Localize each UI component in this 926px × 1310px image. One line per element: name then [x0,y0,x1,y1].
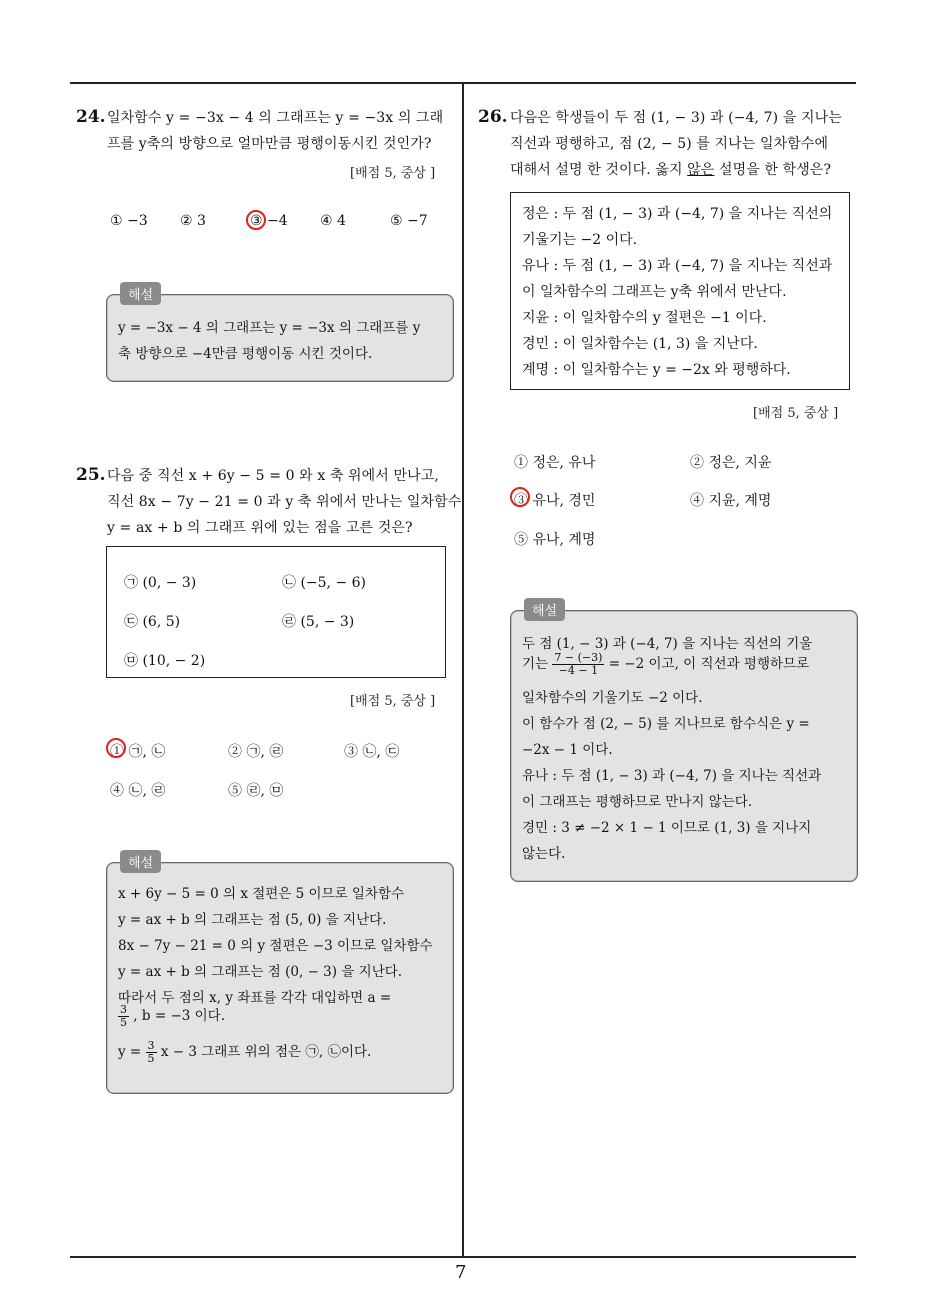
q26-statement-1: 정은 : 두 점 (1, − 3) 과 (−4, 7) 을 지나는 직선의 [522,206,833,222]
q24-text-line1: 일차함수 y = −3x − 4 의 그래프는 y = −3x 의 그래 [107,110,444,126]
q26-solution-line2: 기는 $\frac{7 - (-3)}{-4 - 1}$ = −2 이고, 이 직선과 평행하므로 [522,651,810,677]
q24-choice-4[interactable]: ④ 4 [320,213,346,229]
q24-answer-mark [246,210,266,230]
q25-choice-1[interactable]: ① ㉠, ㉡ [110,744,166,760]
q24-choice-5[interactable]: ⑤ −7 [390,213,428,229]
q26-solution-line6: 유나 : 두 점 (1, − 3) 과 (−4, 7) 을 지나는 직선과 [522,768,822,784]
q24-choice-1[interactable]: ① −3 [110,213,148,229]
q26-solution-line9: 않는다. [522,846,566,862]
q26-statement-7: 계명 : 이 일차함수는 y = −2x 와 평행하다. [522,362,791,378]
q26-choice-1[interactable]: ① 정은, 유나 [514,455,596,471]
q26-solution-line3: 일차함수의 기울기도 −2 이다. [522,690,703,706]
q25-fraction-a: $\frac{3}{5}$ [120,1003,127,1029]
q24-choice-2[interactable]: ② 3 [180,213,206,229]
q25-answer-mark [106,738,126,758]
q25-choice-2[interactable]: ② ㉠, ㉣ [228,744,284,760]
q25-solution-line1: x + 6y − 5 = 0 의 x 절편은 5 이므로 일차함수 [118,886,405,902]
q25-solution-line6 [118,1004,225,1029]
q26-choice-2[interactable]: ② 정은, 지윤 [690,455,772,471]
q26-choice-5[interactable]: ⑤ 유나, 계명 [514,532,596,548]
q24-solution-tab: 해설 [120,282,161,305]
q26-statement-3: 유나 : 두 점 (1, − 3) 과 (−4, 7) 을 지나는 직선과 [522,258,833,274]
q26-statement-6: 경민 : 이 일차함수는 (1, 3) 을 지난다. [522,336,758,352]
q26-choice-4[interactable]: ④ 지윤, 계명 [690,493,772,509]
q26-solution-tab: 해설 [524,598,565,621]
q26-slope-fraction: $\frac{7 - (-3)}{-4 - 1}$ [554,651,603,677]
q26-statement-2: 기울기는 −2 이다. [522,232,638,248]
q25-solution-tab: 해설 [120,850,161,873]
q25-solution-line5: 따라서 두 점의 x, y 좌표를 각각 대입하면 a = [118,990,392,1006]
q26-solution-line7: 이 그래프는 평행하므로 만나지 않는다. [522,794,753,810]
q24-text-line2: 프를 y축의 방향으로 얼마만큼 평행이동시킨 것인가? [107,136,432,152]
q26-statement-4: 이 일차함수의 그래프는 y축 위에서 만난다. [522,284,787,300]
q26-solution-line5: −2x − 1 이다. [522,742,613,758]
q24-solution-box [106,294,454,382]
q26-text-line1: 다음은 학생들이 두 점 (1, − 3) 과 (−4, 7) 을 지나는 [510,110,842,126]
q26-statement-5: 지윤 : 이 일차함수의 y 절편은 −1 이다. [522,310,767,326]
q25-fraction-slope: $\frac{3}{5}$ [147,1039,155,1065]
q24-number: 24. [76,107,106,127]
q26-answer-mark [510,487,530,507]
q26-score: [배점 5, 중상 ] [753,406,839,421]
q25-choice-4[interactable]: ④ ㉡, ㉣ [110,783,166,799]
q25-solution-line2: y = ax + b 의 그래프는 점 (5, 0) 을 지난다. [118,912,387,928]
q26-solution-line4: 이 함수가 점 (2, − 5) 를 지나므로 함수식은 y = [522,716,810,732]
q25-text-line3: y = ax + b 의 그래프 위에 있는 점을 고른 것은? [107,520,413,536]
q25-choice-5[interactable]: ⑤ ㉣, ㉤ [228,783,284,799]
q24-score: [배점 5, 중상 ] [350,166,436,181]
q25-score: [배점 5, 중상 ] [350,694,436,709]
q25-choice-3[interactable]: ③ ㉡, ㉢ [344,744,400,760]
q25-text-line2: 직선 8x − 7y − 21 = 0 과 y 축 위에서 만나는 일차함수 [107,494,462,510]
q26-text-line3: 대해서 설명 한 것이다. 옳지 않은 설명을 한 학생은? [510,162,832,178]
q25-item-4: ㉣ (5, − 3) [282,614,355,630]
q25-solution-line7-text: x − 3 그래프 위의 점은 ㉠, ㉡이다. [160,1044,372,1060]
q26-choice-3[interactable]: ③ 유나, 경민 [514,493,596,509]
q24-solution-line1: y = −3x − 4 의 그래프는 y = −3x 의 그래프를 y [118,320,421,336]
q25-solution-line7 [118,1040,371,1065]
page-number: 7 [455,1262,467,1283]
q26-underlined-word: 않은 [687,162,715,178]
q25-solution-line6-text: , b = −3 이다. [133,1008,225,1024]
q26-solution-line1: 두 점 (1, − 3) 과 (−4, 7) 을 지나는 직선의 기울 [522,636,813,652]
q26-text-line2: 직선과 평행하고, 점 (2, − 5) 를 지나는 일차함수에 [510,136,829,152]
q25-text-line1: 다음 중 직선 x + 6y − 5 = 0 와 x 축 위에서 만나고, [107,468,439,484]
q25-item-5: ㉤ (10, − 2) [124,653,206,669]
q25-y-eq: y = [118,1044,142,1060]
bottom-rule [70,1256,856,1258]
q25-solution-line3: 8x − 7y − 21 = 0 의 y 절편은 −3 이므로 일차함수 [118,938,433,954]
q24-choice-3[interactable]: ③ −4 [250,213,288,229]
q25-item-1: ㉠ (0, − 3) [124,575,197,591]
q26-solution-line8: 경민 : 3 ≠ −2 × 1 − 1 이므로 (1, 3) 을 지나지 [522,820,812,836]
column-divider [462,82,464,1257]
q26-number: 26. [478,107,508,127]
q25-solution-line4: y = ax + b 의 그래프는 점 (0, − 3) 을 지난다. [118,964,403,980]
q25-number: 25. [76,465,106,485]
q25-item-3: ㉢ (6, 5) [124,614,181,630]
q24-solution-line2: 축 방향으로 −4만큼 평행이동 시킨 것이다. [118,346,373,362]
q25-item-2: ㉡ (−5, − 6) [282,575,366,591]
